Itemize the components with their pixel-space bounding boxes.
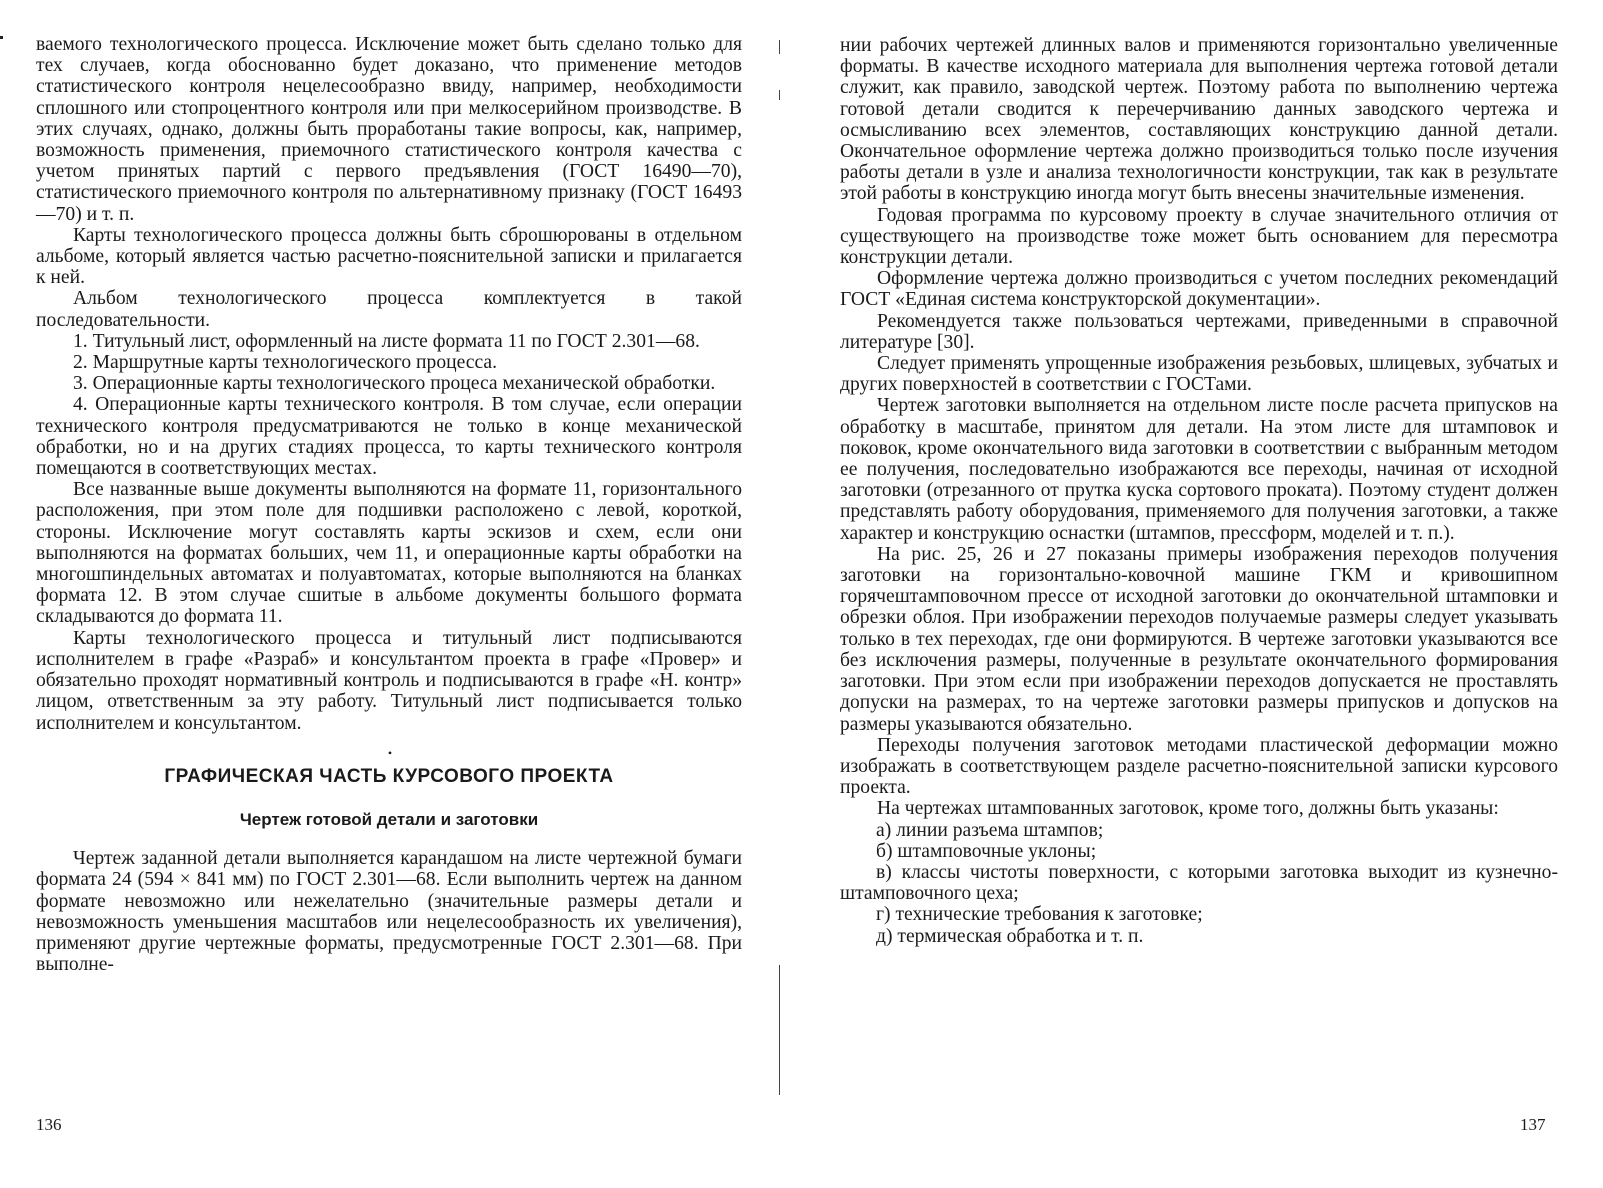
list-item: г) технические требования к заготовке;	[876, 904, 1203, 926]
list-item: в) классы чистоты поверхности, с которыми заготовка выходит из кузнечно-штамповочного цеха;	[840, 861, 1558, 905]
paragraph: Чертеж заданной детали выполняется карандашом на листе чертежной бумаги формата 24 (594 × 841 мм) по ГОСТ 2.301—68. Если выполнить чертеж на данном формате невозможно или нежелательно (значительные размеры детали и невозможность уменьшения масштабов или нецелесообразность их увеличения), применяют другие чертежные форматы, предусмотренные ГОСТ 2.301—68. При выполне-	[36, 848, 742, 976]
paragraph: Карты технологического процесса должны быть сброшюрованы в отдельном альбоме, который является частью расчетно-пояснительной записки и прилагается к ней.	[36, 224, 742, 289]
list-item: 3. Операционные карты технологического процеса механической обработки.	[73, 373, 716, 395]
subsection-title: Чертеж готовой детали и заготовки	[239, 809, 539, 829]
page-number-right: 137	[1520, 1115, 1546, 1134]
paragraph: На рис. 25, 26 и 27 показаны примеры изображения переходов получения заготовки на горизонтально-ковочной машине ГКМ и кривошипном горячештамповочном прессе от исходной заготовки до окончательной штамповки и обрезки облоя. При изображении переходов получаемые размеры следует указывать только в тех переходах, где они формируются. В чертеже заготовки указываются все без исключения размеры, полученные в результате окончательного формирования заготовки. При этом если при изображении переходов допускается не проставлять допуски на размерах, то на чертеже заготовки размеры припусков и допусков на размеры указываются обязательно.	[840, 543, 1558, 735]
paragraph: Альбом технологического процесса комплектуется в такой последовательности.	[36, 288, 742, 331]
paragraph: Следует применять упрощенные изображения резьбовых, шлицевых, зубчатых и других поверхностей в соответствии с ГОСТами.	[840, 353, 1558, 396]
list-item: 1. Титульный лист, оформленный на листе формата 11 по ГОСТ 2.301—68.	[73, 330, 700, 352]
gutter-mark	[779, 90, 780, 100]
page-number-left: 136	[36, 1115, 62, 1134]
right-page	[840, 35, 1558, 947]
paragraph: Оформление чертежа должно производиться с учетом последних рекомендаций ГОСТ «Единая система конструкторской документации».	[840, 268, 1558, 311]
list-item: а) линии разъема штампов;	[876, 819, 1104, 841]
paragraph: Переходы получения заготовок методами пластической деформации можно изображать в соответствующем разделе расчетно-пояснительной записки курсового проекта.	[840, 734, 1558, 799]
paragraph: На чертежах штампованных заготовок, кроме того, должны быть указаны:	[877, 798, 1499, 820]
section-title: ГРАФИЧЕСКАЯ ЧАСТЬ КУРСОВОГО ПРОЕКТА	[164, 765, 614, 787]
paragraph: Карты технологического процесса и титульный лист подписываются исполнителем в графе «Разраб» и консультантом проекта в графе «Провер» и обязательно проходят нормативный контроль и подписываются в графе «Н. контр» лицом, ответственным за эту работу. Титульный лист подписывается только исполнителем и консультантом.	[36, 627, 742, 734]
paragraph: Чертеж заготовки выполняется на отдельном листе после расчета припусков на обработку в масштабе, принятом для детали. На этом листе для штамповок и поковок, кроме окончательного вида заготовки в соответствии с выбранным методом ее получения, последовательно изображаются все переходы, начиная от исходной заготовки (отрезанного от прутка куска сортового проката). Поэтому студент должен представлять работу оборудования, применяемого для получения заготовки, а также характер и конструкцию оснастки (штампов, прессформ, моделей и т. п.).	[840, 395, 1558, 544]
ink-dot: •	[387, 745, 393, 760]
list-item: 4. Операционные карты технического контроля. В том случае, если операции технического контроля предусматриваются не только в конце механической обработки, но и на других стадиях процесса, то карты технического контроля помещаются в соответствующих местах.	[36, 394, 742, 480]
paragraph: ваемого технологического процесса. Исключение может быть сделано только для тех случаев, когда обоснованно будет доказано, что применение методов статистического контроля нецелесообразно ввиду, например, необходимости сплошного или стопроцентного контроля или при мелкосерийном производстве. В этих случаях, однако, должны быть проработаны такие вопросы, как, например, возможность применения, приемочного статистического контроля качества с учетом принятых партий с первого предъявления (ГОСТ 16490—70), статистического приемочного контроля по альтернативному признаку (ГОСТ 16493—70) и т. п.	[36, 34, 742, 225]
list-item: б) штамповочные уклоны;	[876, 840, 1097, 862]
gutter-mark	[779, 40, 780, 54]
paragraph: Все названные выше документы выполняются на формате 11, горизонтального расположения, при этом поле для подшивки расположено с левой, короткой, стороны. Исключение могут составлять карты эскизов и схем, если они выполняются на форматах больших, чем 11, и операционные карты обработки на многошпиндельных автоматах и полуавтоматах, которые выполняются на бланках формата 12. В этом случае сшитые в альбоме документы большого формата складываются до формата 11.	[36, 479, 742, 628]
scan-mark	[0, 36, 3, 39]
gutter-mark	[779, 965, 780, 1095]
list-item: д) термическая обработка и т. п.	[876, 925, 1144, 947]
left-page	[36, 34, 742, 975]
paragraph: Рекомендуется также пользоваться чертежами, приведенными в справочной литературе [30].	[840, 310, 1558, 353]
list-item: 2. Маршрутные карты технологического процесса.	[73, 352, 498, 374]
paragraph: нии рабочих чертежей длинных валов и применяются горизонтально увеличенные форматы. В качестве исходного материала для выполнения чертежа готовой детали служит, как правило, заводской чертеж. Поэтому работа по выполнению чертежа готовой детали сводится к перечерчиванию данных заводского чертежа и осмысливанию всех элементов, составляющих конструкцию данной детали. Окончательное оформление чертежа должно производиться только после изучения работы детали в узле и анализа технологичности конструкции, так как в результате этой работы в конструкцию иногда могут быть внесены значительные изменения.	[840, 35, 1558, 205]
paragraph: Годовая программа по курсовому проекту в случае значительного отличия от существующего на производстве тоже может быть основанием для пересмотра конструкции детали.	[840, 204, 1558, 269]
